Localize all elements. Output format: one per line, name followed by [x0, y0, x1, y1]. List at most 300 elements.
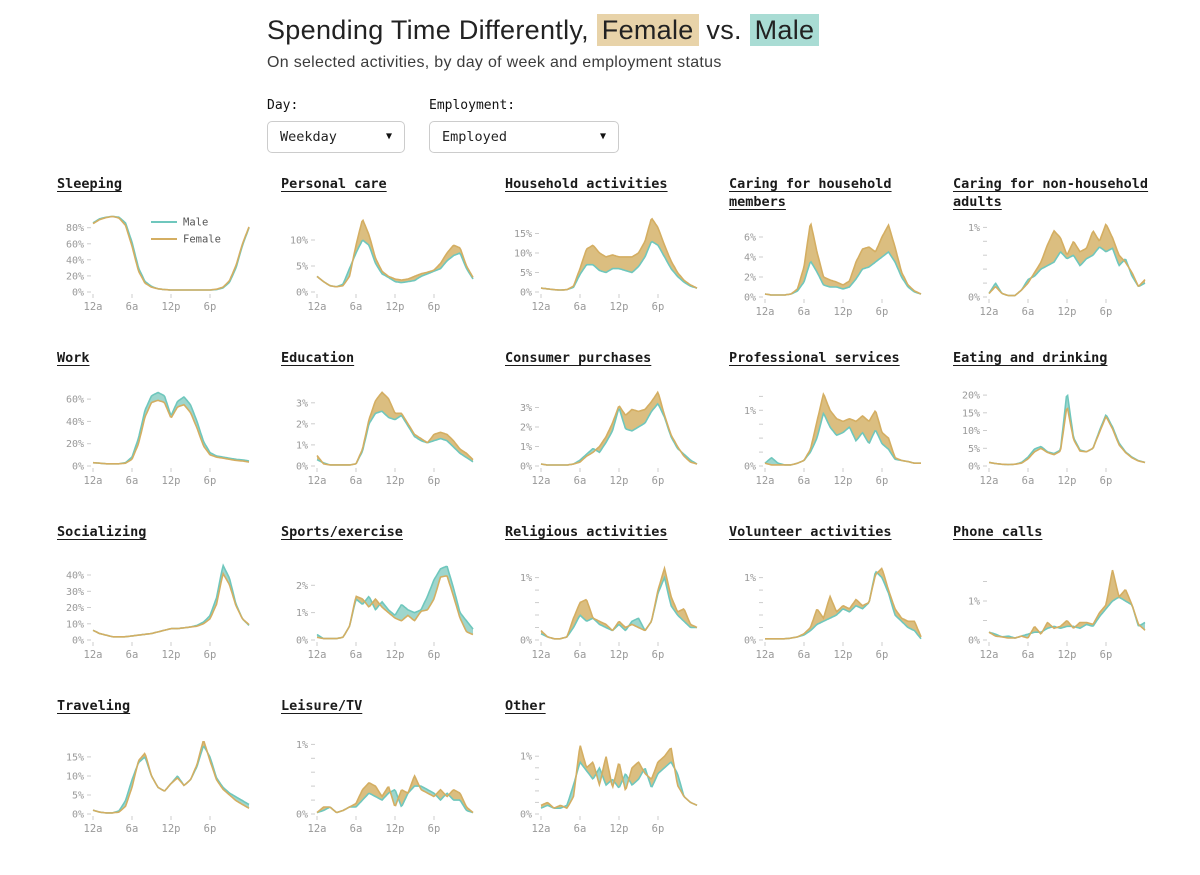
female-line [93, 216, 249, 290]
svg-text:6a: 6a [573, 474, 587, 487]
chart-cell-volunteer-activities [729, 523, 953, 697]
chart-title: Phone calls [953, 523, 1043, 540]
x-axis-ticks [980, 468, 1113, 487]
chart-plot [505, 206, 729, 323]
male-over-band [93, 216, 249, 290]
chart-svg [729, 211, 933, 323]
svg-text:12a: 12a [755, 474, 775, 487]
chart-svg [953, 380, 1157, 492]
chart-plot [281, 206, 505, 323]
chart-title: Other [505, 697, 546, 714]
chart-svg [953, 211, 1157, 323]
chart-plot [57, 728, 281, 845]
chart-title: Religious activities [505, 523, 668, 540]
svg-text:0%: 0% [967, 635, 980, 647]
chart-svg [505, 380, 709, 492]
svg-text:0%: 0% [519, 461, 532, 473]
male-highlight: Male [750, 14, 820, 46]
male-over-band [989, 570, 1145, 638]
day-select[interactable] [267, 121, 405, 153]
y-axis-ticks [744, 573, 763, 646]
female-line [765, 568, 921, 638]
svg-text:12p: 12p [609, 648, 629, 661]
y-axis-ticks [968, 223, 987, 304]
svg-text:6p: 6p [203, 648, 217, 661]
chart-svg [729, 380, 933, 492]
svg-text:6a: 6a [1021, 306, 1035, 319]
svg-text:12p: 12p [385, 300, 405, 313]
svg-text:2%: 2% [519, 422, 532, 434]
chart-svg [281, 380, 485, 492]
chart-plot [505, 728, 729, 845]
chevron-down-icon: ▼ [599, 131, 606, 143]
chart-title: Household activities [505, 175, 668, 192]
svg-text:0%: 0% [519, 287, 532, 299]
filter-controls [267, 98, 1200, 153]
chart-svg [57, 380, 261, 492]
svg-text:1%: 1% [743, 572, 756, 584]
y-axis-ticks [66, 570, 91, 646]
female-over-band [765, 394, 921, 465]
svg-text:6a: 6a [573, 300, 587, 313]
svg-text:12a: 12a [307, 822, 327, 835]
male-line [317, 566, 473, 638]
female-line [989, 408, 1145, 464]
chart-title: Eating and drinking [953, 349, 1108, 366]
chart-title: Caring for non-household adults [953, 175, 1149, 210]
day-label: Day: [267, 97, 299, 113]
svg-text:20%: 20% [65, 438, 84, 450]
svg-text:0%: 0% [71, 635, 84, 647]
svg-text:2%: 2% [295, 580, 308, 592]
svg-text:6p: 6p [651, 648, 665, 661]
x-axis-ticks [756, 468, 889, 487]
y-axis-ticks [66, 223, 91, 298]
chart-cell-professional-services [729, 349, 953, 523]
svg-text:30%: 30% [65, 586, 84, 598]
female-over-band [541, 392, 697, 465]
y-axis-ticks [744, 396, 763, 472]
svg-text:12a: 12a [531, 648, 551, 661]
female-line [93, 573, 249, 636]
male-line [93, 216, 249, 290]
svg-text:0%: 0% [519, 809, 532, 821]
svg-text:1%: 1% [967, 223, 980, 235]
male-over-band [989, 395, 1145, 464]
svg-text:6a: 6a [125, 300, 139, 313]
svg-text:12p: 12p [385, 822, 405, 835]
chart-svg [57, 728, 261, 840]
day-control [267, 98, 405, 153]
svg-text:20%: 20% [65, 602, 84, 614]
svg-text:12p: 12p [161, 648, 181, 661]
female-over-band [765, 568, 921, 638]
svg-text:4%: 4% [743, 252, 756, 264]
female-over-band [317, 392, 473, 465]
female-over-band [93, 216, 249, 290]
chart-cell-sleeping [57, 175, 281, 349]
chart-cell-leisure-tv [281, 697, 505, 871]
svg-text:1%: 1% [967, 596, 980, 608]
svg-text:1%: 1% [295, 607, 308, 619]
male-over-band [93, 392, 249, 463]
svg-text:12a: 12a [307, 300, 327, 313]
svg-text:0%: 0% [295, 809, 308, 821]
svg-text:6p: 6p [875, 474, 889, 487]
chart-svg [953, 554, 1157, 666]
svg-text:12p: 12p [161, 822, 181, 835]
svg-text:12a: 12a [307, 474, 327, 487]
svg-text:10%: 10% [289, 235, 308, 247]
svg-text:5%: 5% [71, 790, 84, 802]
svg-text:3%: 3% [519, 402, 532, 414]
chart-title: Consumer purchases [505, 349, 652, 366]
svg-text:6a: 6a [125, 474, 139, 487]
chart-plot [281, 728, 505, 845]
chart-svg [505, 728, 709, 840]
female-line [93, 400, 249, 464]
svg-text:0%: 0% [519, 635, 532, 647]
title-vs: vs. [698, 15, 750, 45]
chart-cell-religious-activities [505, 523, 729, 697]
svg-text:12a: 12a [531, 822, 551, 835]
svg-text:20%: 20% [961, 390, 980, 402]
svg-text:6p: 6p [427, 474, 441, 487]
svg-text:6a: 6a [125, 648, 139, 661]
svg-text:6p: 6p [651, 822, 665, 835]
svg-text:12a: 12a [83, 822, 103, 835]
chart-title: Work [57, 349, 90, 366]
female-over-band [93, 742, 249, 813]
y-axis-ticks [66, 394, 91, 472]
svg-text:12p: 12p [1057, 474, 1077, 487]
svg-text:6p: 6p [875, 306, 889, 319]
female-over-band [317, 220, 473, 286]
svg-text:12p: 12p [833, 648, 853, 661]
day-select-value: Weekday [280, 128, 337, 145]
chart-title: Sleeping [57, 175, 123, 192]
male-line [541, 404, 697, 465]
chart-plot [57, 380, 281, 497]
y-axis-ticks [290, 235, 315, 298]
chart-cell-phone-calls [953, 523, 1177, 697]
chart-cell-other [505, 697, 729, 871]
svg-text:0%: 0% [295, 287, 308, 299]
svg-text:6p: 6p [427, 822, 441, 835]
svg-text:0%: 0% [71, 809, 84, 821]
svg-text:6a: 6a [1021, 474, 1035, 487]
male-over-band [93, 565, 249, 636]
svg-text:3%: 3% [295, 398, 308, 410]
svg-text:6p: 6p [1099, 306, 1113, 319]
x-axis-ticks [308, 468, 441, 487]
chart-cell-consumer-purchases [505, 349, 729, 523]
chart-title: Professional services [729, 349, 900, 366]
svg-text:0%: 0% [743, 635, 756, 647]
x-axis-ticks [980, 299, 1113, 318]
svg-text:12a: 12a [755, 648, 775, 661]
svg-text:12a: 12a [83, 300, 103, 313]
x-axis-ticks [84, 642, 217, 661]
svg-text:5%: 5% [295, 261, 308, 273]
svg-text:6a: 6a [797, 474, 811, 487]
svg-text:5%: 5% [519, 267, 532, 279]
svg-text:0%: 0% [295, 461, 308, 473]
svg-text:6a: 6a [1021, 648, 1035, 661]
svg-text:2%: 2% [743, 272, 756, 284]
svg-text:6a: 6a [349, 648, 363, 661]
svg-text:60%: 60% [65, 394, 84, 406]
svg-text:10%: 10% [65, 619, 84, 631]
svg-text:12p: 12p [609, 474, 629, 487]
x-axis-ticks [84, 816, 217, 835]
svg-text:12a: 12a [531, 300, 551, 313]
male-over-band [765, 568, 921, 638]
female-line [93, 742, 249, 813]
x-axis-ticks [532, 642, 665, 661]
small-multiples-grid [57, 175, 1200, 871]
svg-text:0%: 0% [71, 461, 84, 473]
y-axis-ticks [520, 573, 539, 646]
svg-text:12a: 12a [979, 474, 999, 487]
legend-label-female: Female [183, 233, 221, 246]
svg-text:6p: 6p [203, 822, 217, 835]
chart-plot [505, 380, 729, 497]
female-over-band [989, 225, 1145, 296]
svg-text:0%: 0% [743, 292, 756, 304]
chart-svg [57, 206, 261, 318]
svg-text:80%: 80% [65, 222, 84, 234]
chart-plot [281, 554, 505, 671]
chart-title: Personal care [281, 175, 387, 192]
svg-text:1%: 1% [295, 739, 308, 751]
chart-plot [953, 380, 1177, 497]
chart-plot [729, 380, 953, 497]
svg-text:12p: 12p [385, 648, 405, 661]
y-axis-ticks [296, 740, 315, 821]
female-line [541, 219, 697, 290]
chart-title: Leisure/TV [281, 697, 363, 714]
x-axis-ticks [84, 294, 217, 313]
x-axis-ticks [84, 468, 217, 487]
chevron-down-icon: ▼ [385, 131, 392, 143]
chart-plot [729, 554, 953, 671]
female-over-band [989, 570, 1145, 638]
chart-plot [729, 211, 953, 328]
svg-text:1%: 1% [743, 405, 756, 417]
chart-plot [505, 554, 729, 671]
employment-control [429, 98, 619, 153]
svg-text:20%: 20% [65, 271, 84, 283]
svg-text:12p: 12p [833, 474, 853, 487]
svg-text:6a: 6a [125, 822, 139, 835]
chart-svg [281, 554, 485, 666]
svg-text:12p: 12p [161, 300, 181, 313]
y-axis-ticks [514, 229, 539, 299]
y-axis-ticks [296, 581, 315, 647]
chart-cell-household-activities [505, 175, 729, 349]
svg-text:6p: 6p [427, 648, 441, 661]
female-line [765, 225, 921, 296]
svg-text:6p: 6p [1099, 474, 1113, 487]
svg-text:2%: 2% [295, 419, 308, 431]
svg-text:12a: 12a [531, 474, 551, 487]
svg-text:12a: 12a [755, 306, 775, 319]
svg-text:6p: 6p [203, 474, 217, 487]
svg-text:6a: 6a [349, 822, 363, 835]
employment-select[interactable] [429, 121, 619, 153]
female-line [317, 576, 473, 639]
x-axis-ticks [756, 642, 889, 661]
chart-svg [505, 206, 709, 318]
title-prefix: Spending Time Differently, [267, 15, 597, 45]
chart-title: Sports/exercise [281, 523, 403, 540]
y-axis-ticks [520, 751, 539, 820]
svg-text:1%: 1% [519, 441, 532, 453]
svg-text:6p: 6p [875, 648, 889, 661]
svg-text:6a: 6a [349, 474, 363, 487]
svg-text:6p: 6p [651, 300, 665, 313]
svg-text:12a: 12a [979, 306, 999, 319]
svg-text:0%: 0% [295, 635, 308, 647]
chart-svg [505, 554, 709, 666]
chart-svg [281, 728, 485, 840]
svg-text:60%: 60% [65, 239, 84, 251]
male-line [541, 577, 697, 638]
svg-text:10%: 10% [513, 248, 532, 260]
chart-title: Socializing [57, 523, 147, 540]
svg-text:10%: 10% [961, 425, 980, 437]
svg-text:1%: 1% [519, 572, 532, 584]
chart-cell-eating-and-drinking [953, 349, 1177, 523]
x-axis-ticks [308, 294, 441, 313]
svg-text:6%: 6% [743, 232, 756, 244]
svg-text:12p: 12p [833, 306, 853, 319]
svg-text:12a: 12a [979, 648, 999, 661]
chart-plot [953, 211, 1177, 328]
male-line [989, 597, 1145, 638]
chart-cell-socializing [57, 523, 281, 697]
legend [151, 216, 221, 245]
svg-text:0%: 0% [71, 287, 84, 299]
svg-text:6p: 6p [203, 300, 217, 313]
chart-cell-traveling [57, 697, 281, 871]
y-axis-ticks [296, 398, 315, 472]
svg-text:0%: 0% [967, 461, 980, 473]
female-over-band [541, 219, 697, 290]
svg-text:40%: 40% [65, 570, 84, 582]
x-axis-ticks [532, 468, 665, 487]
chart-plot [57, 206, 281, 323]
svg-text:12p: 12p [1057, 306, 1077, 319]
chart-plot [57, 554, 281, 671]
employment-label: Employment: [429, 97, 516, 113]
svg-text:6a: 6a [573, 648, 587, 661]
female-over-band [93, 392, 249, 463]
x-axis-ticks [308, 642, 441, 661]
y-axis-ticks [968, 581, 987, 646]
male-line [93, 746, 249, 812]
chart-cell-sports-exercise [281, 523, 505, 697]
svg-text:6a: 6a [797, 648, 811, 661]
svg-text:12p: 12p [609, 300, 629, 313]
female-line [989, 570, 1145, 638]
chart-cell-personal-care [281, 175, 505, 349]
female-line [541, 568, 697, 638]
x-axis-ticks [756, 299, 889, 318]
svg-text:6p: 6p [1099, 648, 1113, 661]
chart-title: Education [281, 349, 355, 366]
svg-text:12p: 12p [161, 474, 181, 487]
x-axis-ticks [532, 294, 665, 313]
female-line [317, 392, 473, 465]
svg-text:15%: 15% [65, 752, 84, 764]
svg-text:0%: 0% [743, 461, 756, 473]
male-line [93, 392, 249, 463]
female-line [541, 392, 697, 465]
svg-text:15%: 15% [961, 408, 980, 420]
chart-plot [281, 380, 505, 497]
chart-title: Traveling [57, 697, 131, 714]
chart-cell-work [57, 349, 281, 523]
y-axis-ticks [520, 403, 539, 473]
page-title [267, 14, 1200, 48]
page-subtitle: On selected activities, by day of week and employment status [267, 53, 722, 71]
page-header [0, 0, 1200, 72]
male-over-band [541, 392, 697, 465]
y-axis-ticks [962, 390, 987, 472]
svg-text:12a: 12a [307, 648, 327, 661]
svg-text:12p: 12p [609, 822, 629, 835]
svg-text:0%: 0% [967, 292, 980, 304]
svg-text:10%: 10% [65, 771, 84, 783]
svg-text:12p: 12p [385, 474, 405, 487]
y-axis-ticks [744, 233, 763, 304]
x-axis-ticks [980, 642, 1113, 661]
chart-svg [281, 206, 485, 318]
legend-label-male: Male [183, 216, 209, 229]
chart-plot [953, 554, 1177, 671]
male-over-band [541, 219, 697, 290]
chart-title: Volunteer activities [729, 523, 892, 540]
svg-text:12a: 12a [83, 474, 103, 487]
svg-text:40%: 40% [65, 255, 84, 267]
svg-text:15%: 15% [513, 228, 532, 240]
chart-cell-caring-for-household-members [729, 175, 953, 349]
x-axis-ticks [532, 816, 665, 835]
male-over-band [93, 742, 249, 813]
female-highlight: Female [597, 14, 699, 46]
y-axis-ticks [66, 752, 91, 820]
svg-text:40%: 40% [65, 416, 84, 428]
chart-svg [729, 554, 933, 666]
x-axis-ticks [308, 816, 441, 835]
svg-text:6a: 6a [797, 306, 811, 319]
svg-text:1%: 1% [295, 440, 308, 452]
svg-text:1%: 1% [519, 751, 532, 763]
svg-text:6a: 6a [349, 300, 363, 313]
chart-title: Caring for household members [729, 175, 892, 210]
svg-text:12a: 12a [83, 648, 103, 661]
male-over-band [317, 392, 473, 465]
svg-text:5%: 5% [967, 443, 980, 455]
female-over-band [541, 745, 697, 808]
chart-cell-caring-for-non-household-adults [953, 175, 1177, 349]
chart-svg [57, 554, 261, 666]
svg-text:6a: 6a [573, 822, 587, 835]
svg-text:6p: 6p [651, 474, 665, 487]
chart-cell-education [281, 349, 505, 523]
